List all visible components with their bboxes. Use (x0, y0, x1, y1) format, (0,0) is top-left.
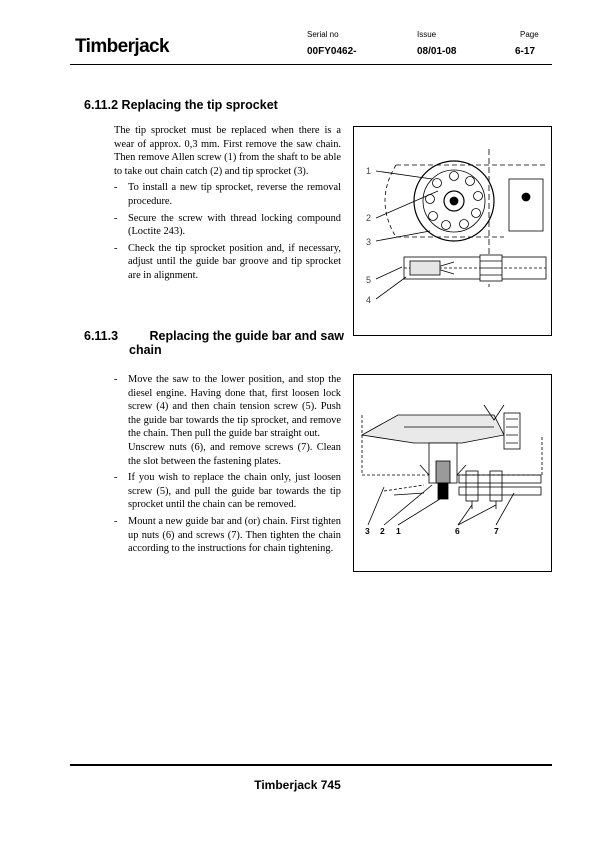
footer-title: Timberjack 745 (254, 778, 341, 792)
list-item: - Mount a new guide bar and (or) chain. First tighten up nuts (6) and screws (7). Then tighten the chain according to the instructions for chain tightening. (114, 515, 341, 555)
guide-bar-drawing (354, 375, 551, 571)
section-heading-tip-sprocket: 6.11.2 Replacing the tip sprocket (84, 98, 278, 112)
list-item: - To install a new tip sprocket, reverse the removal procedure. (114, 182, 341, 207)
figure-label: 4 (366, 295, 372, 305)
figure-tip-sprocket (353, 126, 552, 336)
figure-label: 7 (494, 526, 499, 536)
figure-label: 6 (455, 526, 460, 536)
figure-label: 2 (380, 526, 385, 536)
section-body-guide-bar (114, 373, 341, 556)
page-value: 6-17 (515, 46, 536, 57)
section-heading-guide-bar: 6.11.3 Replacing the guide bar and saw chain (84, 329, 344, 357)
serial-value: 00FY0462- (307, 46, 357, 57)
header-rule (70, 64, 552, 65)
figure-label: 2 (366, 213, 372, 223)
list-item: - Secure the screw with thread locking compound (Loctite 243). (114, 212, 341, 238)
figure-label: 3 (365, 526, 370, 536)
issue-label: Issue (417, 30, 437, 39)
issue-value: 08/01-08 (417, 46, 457, 57)
figure-label: 3 (366, 237, 372, 247)
list-item: - Check the tip sprocket position and, if necessary, adjust until the guide bar groove and tip sprocket are in alignment. (114, 242, 341, 281)
serial-label: Serial no (307, 30, 339, 39)
figure-guide-bar (353, 374, 552, 572)
figure-label: 1 (396, 526, 401, 536)
figure-label: 1 (366, 166, 372, 176)
section-body-tip-sprocket (114, 124, 341, 283)
list-item: - Move the saw to the lower position, and stop the diesel engine. Having done that, first loosen lock screw (4) and then chain tension screw (5). Push the guide bar towards the tip sprocket, and remove the chain. Then pull the guide bar straight out. Unscrew nuts (6), and remove screws (7). Clean the slot between the fastening plates. (114, 374, 341, 467)
brand-logo: Timberjack (75, 36, 169, 57)
footer-rule (70, 764, 552, 766)
figure-label: 5 (366, 275, 372, 285)
list-item: - If you wish to replace the chain only, just loosen screw (5), and pull the guide bar towards the tip sprocket until the chain can be removed. (114, 472, 341, 511)
tip-sprocket-drawing (354, 127, 551, 335)
page-label: Page (520, 30, 539, 39)
paragraph: The tip sprocket must be replaced when there is a wear of approx. 0,3 mm. First remove the saw chain. Then remove Allen screw (1) from the shaft to be able to take out chain catch (2) and tip sprocket (3). (114, 125, 341, 177)
